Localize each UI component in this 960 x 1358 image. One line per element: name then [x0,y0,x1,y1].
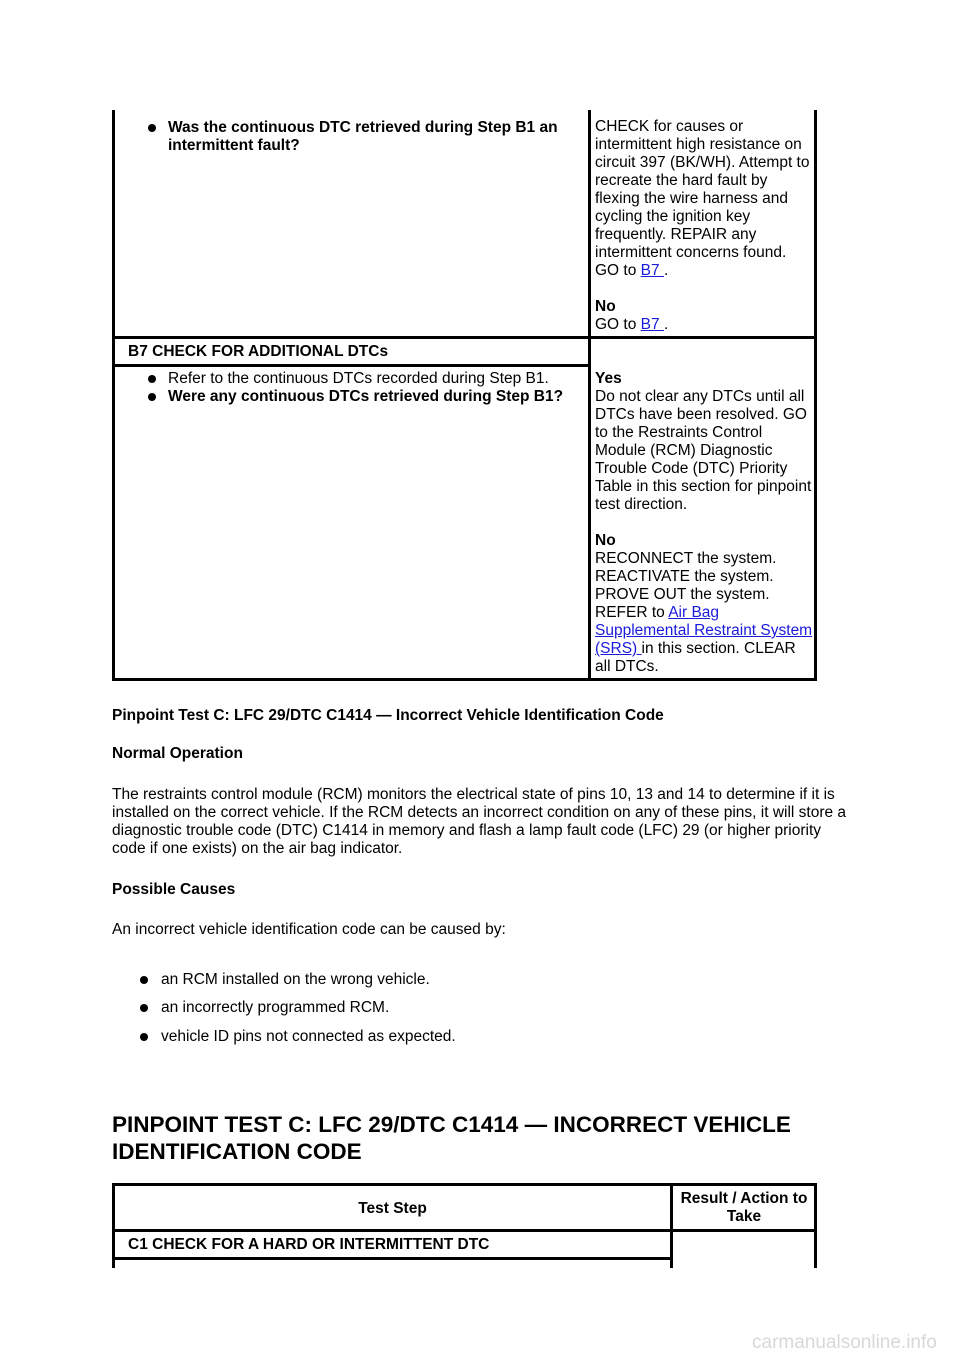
table-row-divider [112,336,817,339]
cause-item: an incorrectly programmed RCM. [161,999,390,1016]
b7-header-divider [112,364,591,367]
bullet-icon [140,1033,148,1041]
bullet-icon [148,393,156,401]
row1-result-text: CHECK for causes or intermittent high resistance on circuit 397 (BK/WH). Attempt to recreate the hard fault by flexing the wire harness and cycling the ignition key frequently. REPAIR any intermittent concerns found. [595,118,810,261]
row1-no-go-to-line [595,316,813,334]
watermark: carmanualsonline.info [752,1332,937,1353]
cause-item: an RCM installed on the wrong vehicle. [161,971,430,988]
normal-operation-heading: Normal Operation [112,745,243,762]
no-label: No [595,532,616,549]
bullet-icon [148,375,156,383]
no-text: RECONNECT the system. REACTIVATE the system. PROVE OUT the system. REFER to [595,550,777,621]
no-text-block [595,550,813,676]
row1-question-list [140,119,580,155]
list-item [140,999,389,1017]
table-border-bottom [112,678,817,681]
table-border-left [112,1183,115,1268]
no-text-after: in this section. CLEAR all DTCs. [595,640,796,675]
yes-text: Do not clear any DTCs until all DTCs have been resolved. GO to the Restraints Control Module (RCM) Diagnostic Trouble Code (DTC) Priority Table in this section for pinpoint test direction. [595,388,812,513]
table-border-right [814,110,817,681]
table-border-top [112,1183,817,1186]
normal-operation-text: The restraints control module (RCM) monitors the electrical state of pins 10, 13 and 14 to determine if it is installed on the correct vehicle. If the RCM detects an incorrect condition on any of these pins, it will store a diagnostic trouble code (DTC) C1414 in memory and flash a lamp fault code (LFC) 29 (or higher priority code if one exists) on the air bag indicator. [112,786,847,857]
list-item [140,971,430,989]
row1-question: Was the continuous DTC retrieved during Step B1 an intermittent fault? [168,119,558,154]
row2-bullet-2: Were any continuous DTCs retrieved during Step B1? [168,388,564,405]
link-b7[interactable]: B7 [640,316,664,333]
bullet-icon [148,124,156,132]
period: . [663,262,669,279]
possible-causes-intro: An incorrect vehicle identification code can be caused by: [112,921,506,938]
bullet-icon [140,1004,148,1012]
table-border-middle [670,1183,673,1268]
col-result: Result / Action to Take [680,1190,808,1225]
row2-result-cell [595,370,813,676]
bullet-icon [140,976,148,984]
go-to-prefix: GO to [595,316,637,333]
possible-causes-heading: Possible Causes [112,881,236,898]
pinpoint-title: Pinpoint Test C: LFC 29/DTC C1414 — Incorrect Vehicle Identification Code [112,707,664,724]
go-to-prefix: GO to [595,262,637,279]
period: . [663,316,669,333]
list-item [140,388,585,406]
table-border-middle [588,110,591,681]
row2-bullet-1: Refer to the continuous DTCs recorded during Step B1. [168,370,549,387]
table-border-right [814,1183,817,1268]
c1-header-divider [112,1257,673,1260]
row2-bullet-list [140,370,585,406]
yes-label: Yes [595,370,622,387]
list-item [140,1028,456,1046]
no-label: No [595,298,616,315]
b7-header: B7 CHECK FOR ADDITIONAL DTCs [128,343,389,360]
c1-header: C1 CHECK FOR A HARD OR INTERMITTENT DTC [128,1236,490,1253]
link-air-bag-srs[interactable]: Air Bag Supplemental Restraint System (SRS) [595,604,813,657]
link-b7[interactable]: B7 [640,262,664,279]
row1-go-to-line [595,262,813,280]
col-test-step: Test Step [358,1200,427,1217]
row1-result-cell [595,118,813,334]
list-item [140,119,580,155]
list-item [140,370,585,388]
table-header-divider [112,1229,817,1232]
big-heading: PINPOINT TEST C: LFC 29/DTC C1414 — INCORRECT VEHICLE IDENTIFICATION CODE [112,1112,791,1164]
cause-item: vehicle ID pins not connected as expected. [161,1028,456,1045]
table-border-left [112,110,115,681]
